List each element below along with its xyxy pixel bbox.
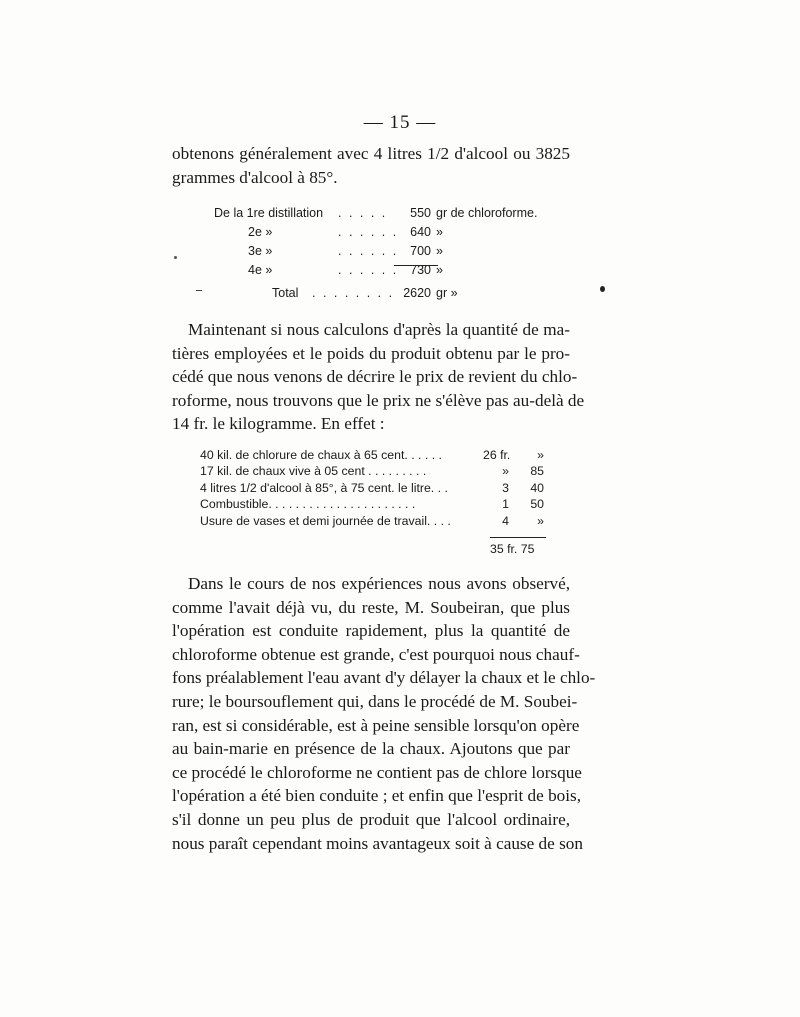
text-line: tières employées et le poids du produit obtenu par le pro- (172, 343, 570, 363)
distillation-label: De la 1re distillation (214, 206, 324, 220)
cost-total: 35 fr. 75 (490, 542, 535, 556)
intro-paragraph (172, 142, 570, 189)
cost-label: Combustible. . . . . . . . . . . . . . . . . . . . . . (200, 497, 416, 512)
text-line: rure; le boursouflement qui, dans le procédé de M. Soubei- (172, 691, 578, 711)
text-line: l'opération est conduite rapidement, plus la quantité de (172, 621, 570, 641)
cost-row (200, 463, 550, 479)
cost-centimes: 50 (530, 497, 544, 512)
distillation-value: 700 (410, 244, 431, 258)
cost-label: 17 kil. de chaux vive à 05 cent . . . . . . . . . (200, 464, 427, 479)
cost-label: 4 litres 1/2 d'alcool à 85°, à 75 cent. le litre. . . (200, 480, 448, 495)
distillation-value: 550 (410, 206, 431, 220)
distillation-table (214, 204, 544, 303)
cost-francs: » (502, 464, 509, 479)
distillation-value: 730 (410, 263, 431, 277)
distillation-row (214, 204, 544, 223)
text-line: l'opération a été bien conduite ; et enfin que l'esprit de bois, (172, 786, 582, 806)
distillation-unit: » (436, 263, 443, 277)
text-line: Dans le cours de nos expériences nous avons observé, (188, 574, 570, 593)
text-line: grammes d'alcool à 85°. (172, 167, 338, 187)
cost-francs: 4 (502, 513, 509, 528)
distillation-total-row (214, 284, 544, 303)
leader-dots: . . . . . . . . (312, 286, 395, 300)
distillation-total-unit: gr » (436, 286, 458, 300)
cost-centimes: » (537, 513, 544, 528)
text-line: cédé que nous venons de décrire le prix de revient du chlo- (172, 367, 578, 387)
cost-centimes: » (537, 448, 544, 462)
leader-dots: . . . . . (338, 206, 388, 220)
margin-ink-dash (196, 290, 202, 291)
cost-row (200, 480, 550, 496)
text-line: nous paraît cependant moins avantageux soit à cause de son (172, 833, 583, 853)
cost-francs: 3 (502, 480, 509, 495)
text-line: au bain-marie en présence de la chaux. Ajoutons que par (172, 739, 570, 759)
total-rule (394, 265, 438, 266)
cost-row (200, 447, 550, 463)
distillation-label: 3e » (248, 244, 273, 258)
distillation-label: 2e » (248, 225, 273, 239)
text-line: roforme, nous trouvons que le prix ne s'élève pas au-delà de (172, 390, 585, 410)
text-line: Maintenant si nous calculons d'après la quantité de ma- (188, 320, 570, 339)
distillation-unit: » (436, 225, 443, 239)
leader-dots: . . . . . . (338, 244, 399, 258)
text-line: ce procédé le chloroforme ne contient pas de chlore lorsque (172, 762, 582, 782)
text-line: fons préalablement l'eau avant d'y délayer la chaux et le chlo- (172, 668, 596, 688)
leader-dots: . . . . . . (338, 263, 399, 277)
distillation-value: 640 (410, 225, 431, 239)
distillation-row (214, 261, 544, 280)
cost-table (200, 447, 550, 556)
total-rule (490, 537, 546, 538)
leader-dots: . . . . . . (338, 225, 399, 239)
cost-row (200, 513, 550, 529)
distillation-row (214, 223, 544, 242)
margin-ink-spot (600, 286, 605, 292)
cost-paragraph (172, 318, 585, 436)
text-line: obtenons généralement avec 4 litres 1/2 d'alcool ou 3825 (172, 144, 570, 163)
text-line: ran, est si considérable, est à peine sensible lorsqu'on opère (172, 715, 580, 735)
cost-francs: 1 (502, 497, 509, 512)
distillation-total-label: Total (272, 286, 299, 300)
cost-label: Usure de vases et demi journée de travail. . . . (200, 513, 451, 528)
distillation-row (214, 242, 544, 261)
distillation-label: 4e » (248, 263, 273, 277)
distillation-total-value: 2620 (403, 286, 431, 300)
cost-centimes: 40 (530, 480, 544, 495)
cost-label: 40 kil. de chlorure de chaux à 65 cent. . . . . . (200, 448, 442, 462)
page-number: — 15 — (363, 112, 437, 133)
text-line: 14 fr. le kilogramme. En effet : (172, 414, 385, 434)
margin-ink-spot (174, 256, 177, 259)
cost-row (200, 496, 550, 512)
cost-francs: 26 fr. (483, 448, 511, 462)
distillation-unit: » (436, 244, 443, 258)
text-line: s'il donne un peu plus de produit que l'alcool ordinaire, (172, 809, 570, 829)
distillation-unit: gr de chloroforme. (436, 206, 538, 220)
text-line: comme l'avait déjà vu, du reste, M. Soubeiran, que plus (172, 597, 570, 617)
observation-paragraph (172, 572, 596, 855)
cost-centimes: 85 (530, 464, 544, 479)
text-line: chloroforme obtenue est grande, c'est pourquoi nous chauf- (172, 644, 580, 664)
